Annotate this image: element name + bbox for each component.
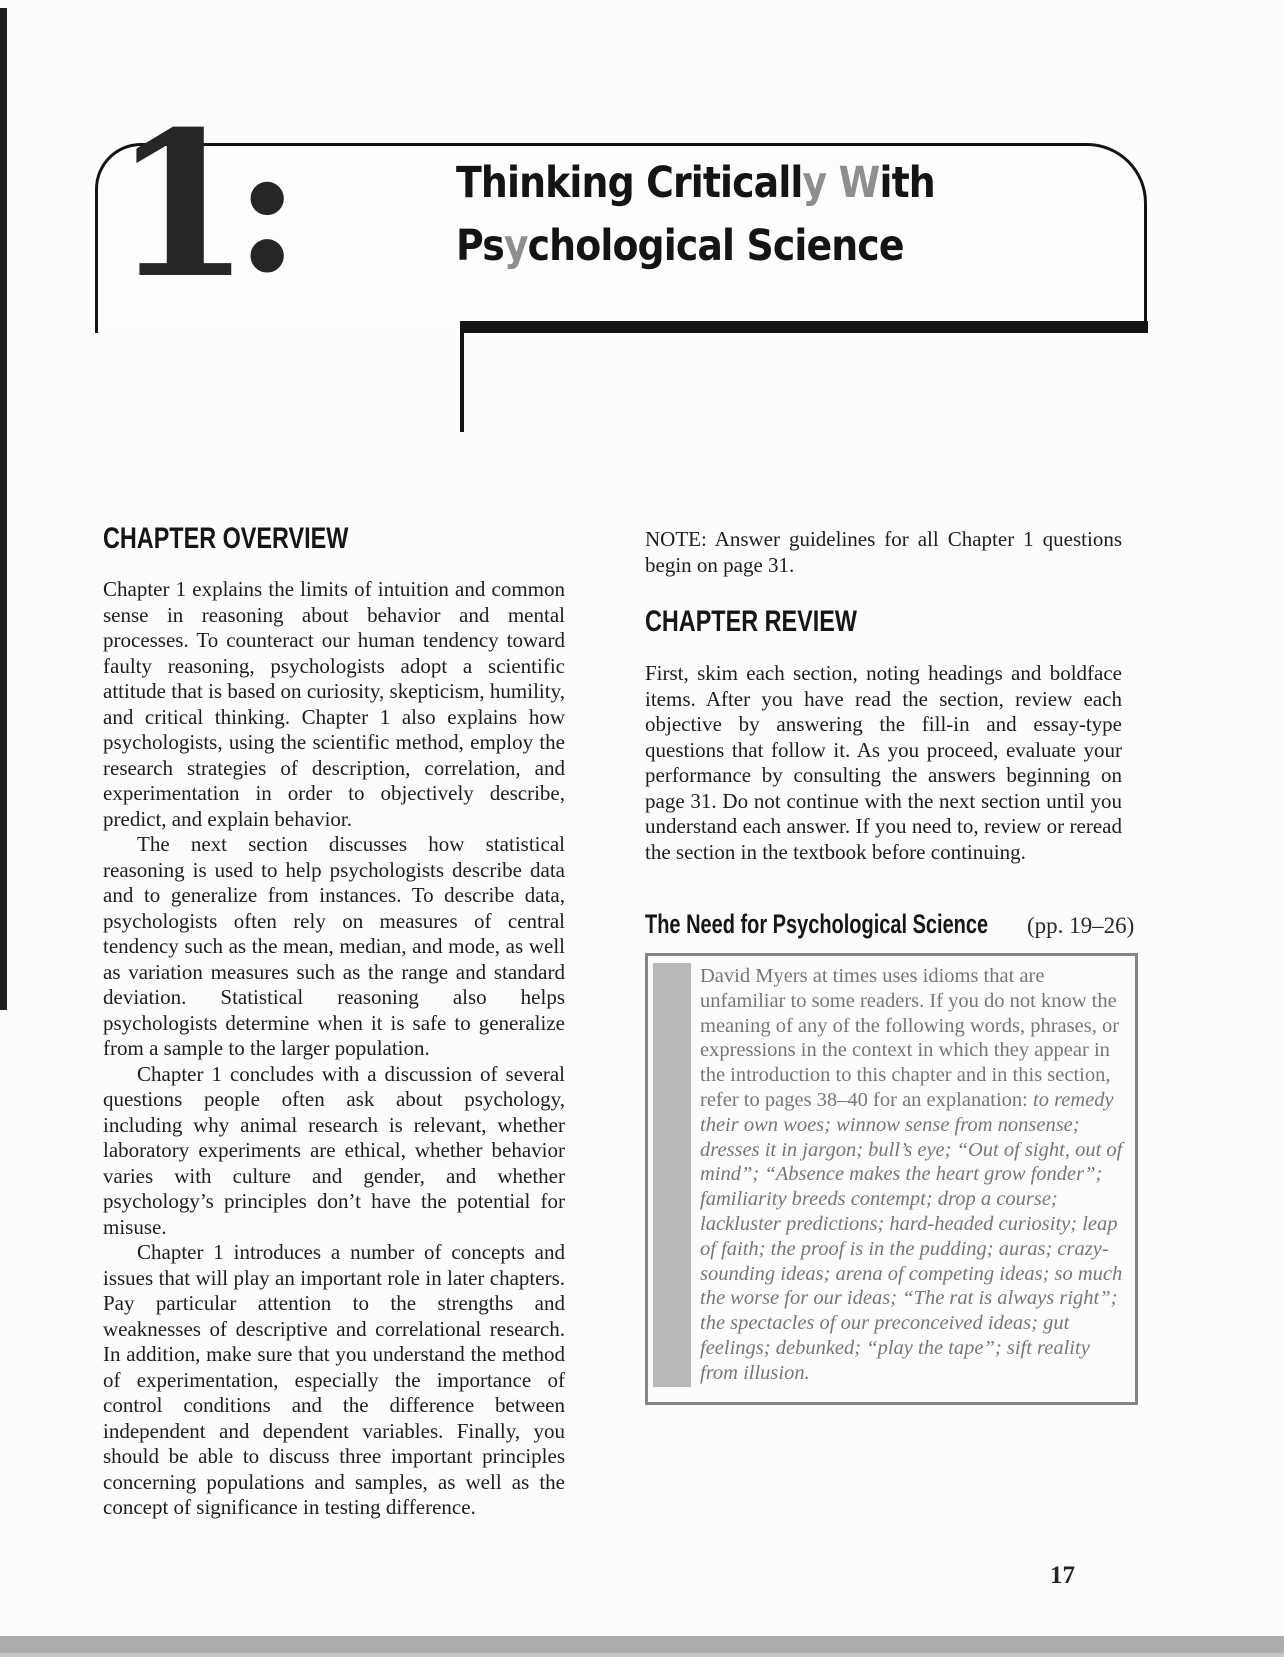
chapter-title-segment: Ps (456, 221, 504, 271)
overview-paragraph: Chapter 1 introduces a number of concepts and issues that will play an important role in later chapters. Pay particular attention to the strengths and weaknesses of descriptive and correlational research. In addition, make sure that you understand the method of experimentation, especially the importance of control conditions and the difference between independent and dependent variables. Finally, you should be able to discuss three important principles concerning populations and samples, as well as the concept of significance in testing difference. (103, 1240, 565, 1519)
idiom-box-idioms: to remedy their own woes; winnow sense from nonsense; dresses it in jargon; bull’s eye; “Out of sight, out of mind”; “Absence makes the heart grow fonder”; familiarity breeds contempt; drop a course; lackluster predictions; hard-headed curiosity; leap of faith; the proof is in the pudding; auras; crazy-sounding ideas; arena of competing ideas; so much the worse for our ideas; “The rat is always right”; the spectacles of our preconceived ideas; gut feelings; debunked; “play the tape”; sift reality from illusion. (700, 1088, 1123, 1384)
header-rule-bar (460, 321, 1148, 333)
chapter-review-heading: CHAPTER REVIEW (645, 605, 857, 638)
chapter-colon: : (234, 102, 301, 313)
idiom-box-intro: David Myers at times uses idioms that are unfamiliar to some readers. If you do not know the meaning of any of the following words, phrases, or expressions in the context in which they appear in the introduction to this chapter and in this section, refer to pages 38–40 for an explanation: (700, 965, 1120, 1111)
chapter-title (456, 152, 935, 278)
footer-scan-bar (0, 1636, 1284, 1653)
chapter-title-segment: Thinking Criticall (456, 158, 803, 208)
chapter-title-segment: y W (802, 158, 880, 208)
chapter-title-segment: ith (879, 158, 935, 208)
scan-spine-edge (0, 8, 7, 1010)
idiom-box-accent-bar (653, 963, 691, 1387)
footer-scan-bar-light (0, 1653, 1284, 1657)
section-heading (645, 909, 1145, 943)
chapter-title-line2 (456, 215, 935, 278)
left-column (103, 577, 565, 1521)
note-text: NOTE: Answer guidelines for all Chapter 1 questions begin on page 31. (645, 527, 1122, 577)
header-rule-drop (460, 333, 464, 432)
chapter-title-segment: y (503, 221, 528, 271)
overview-paragraph: Chapter 1 concludes with a discussion of several questions people often ask about psychology, including why animal research is relevant, whether laboratory experiments are ethical, whether behavior varies with culture and gender, and whether psychology’s principles don’t have the potential for misuse. (103, 1061, 565, 1239)
idiom-note-box (645, 953, 1138, 1405)
overview-paragraph: The next section discusses how statistical reasoning is used to help psychologists describe data and to generalize from instances. To describe data, psychologists often rely on measures of central tendency such as the mean, median, and mode, as well as variation measures such as the range and standard deviation. Statistical reasoning also helps psychologists determine when it is safe to generalize from a sample to the larger population. (103, 832, 565, 1060)
chapter-overview-heading: CHAPTER OVERVIEW (103, 522, 349, 555)
idiom-box-text (700, 964, 1125, 1386)
section-heading-title: The Need for Psychological Science (645, 909, 989, 939)
page-number: 17 (1050, 1562, 1075, 1589)
answer-guidelines-note (645, 527, 1122, 578)
review-paragraph: First, skim each section, noting headings and boldface items. After you have read the section, review each objective by answering the fill-in and essay-type questions that follow it. As you proceed, evaluate your performance by consulting the answers beginning on page 31. Do not continue with the next section until you understand each answer. If you need to, review or reread the section in the textbook before continuing. (645, 661, 1122, 864)
overview-paragraph: Chapter 1 explains the limits of intuition and common sense in reasoning about behavior and mental processes. To counteract our human tendency toward faulty reasoning, psychologists adopt a scientific attitude that is based on curiosity, skepticism, humility, and critical thinking. Chapter 1 also explains how psychologists, using the scientific method, employ the research strategies of description, correlation, and experimentation in order to objectively describe, predict, and explain behavior. (103, 577, 565, 831)
chapter-title-line1 (456, 152, 935, 215)
review-instructions (645, 661, 1122, 865)
chapter-number: 1 (112, 88, 252, 323)
chapter-title-segment: chological Science (527, 221, 904, 271)
section-heading-pages: (pp. 19–26) (1027, 913, 1135, 938)
